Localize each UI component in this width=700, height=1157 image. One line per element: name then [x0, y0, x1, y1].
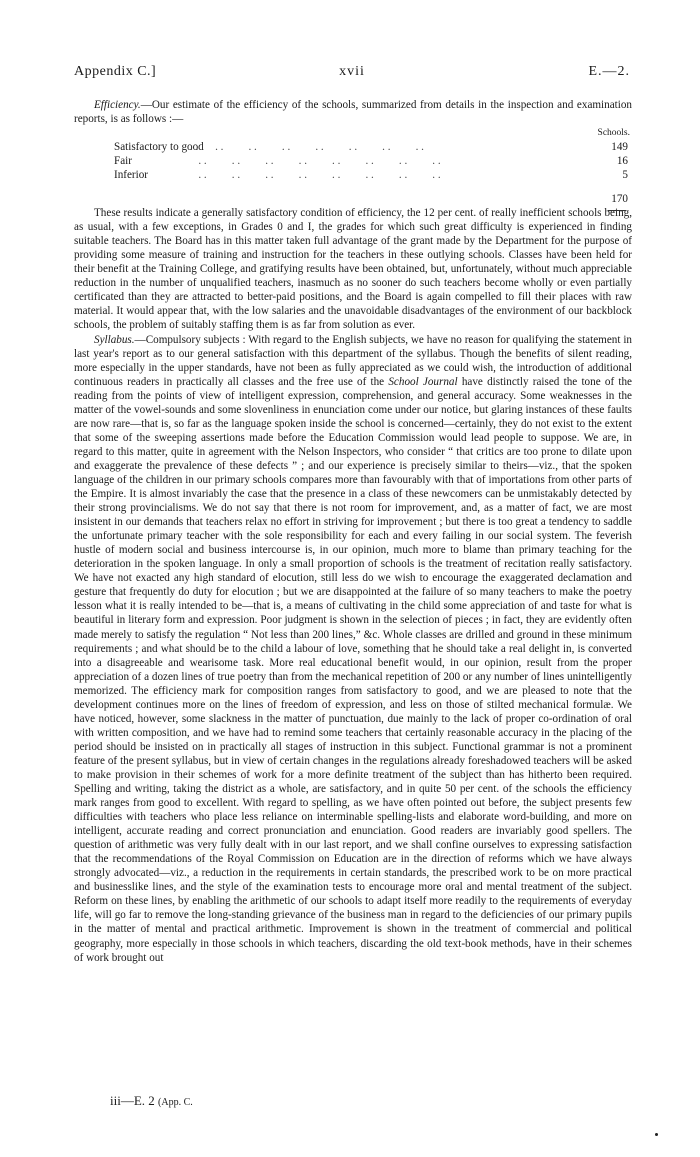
- row-label: Satisfactory to good: [114, 141, 204, 154]
- row-value: 16: [616, 155, 628, 168]
- body-text: [74, 98, 632, 965]
- syllabus-paragraph: [74, 333, 632, 965]
- table-row: [74, 168, 632, 182]
- stray-mark: [655, 1133, 658, 1136]
- table-row: [74, 140, 632, 154]
- row-value: 5: [622, 169, 628, 182]
- row-label: Fair: [114, 155, 132, 168]
- leader-dots: . . . . . . . . . . . . . . . .: [190, 141, 424, 154]
- document-code: E.—2.: [588, 64, 630, 79]
- signature-main: iii—E. 2: [110, 1093, 155, 1108]
- page-number: xvii: [339, 64, 365, 79]
- leader-dots: . . . . . . . . . . . . . . . .: [190, 169, 441, 182]
- page-footer-signature: [110, 1093, 193, 1109]
- syllabus-text-part2: have distinctly raised the tone of the reading from the points of view of intelligent expression, comprehension, and general accuracy. Some weaknesses in the matter of the vowel-sounds and some slovenliness in enunciation come under our notice, but glaring instances of these faults are now rare—that is, so far as the language spoken inside the school is concerned—certainly, they do not exist to the extent that some of the sweeping assertions made before the Education Commission would lead people to suppose. We are, in regard to this matter, quite in agreement with the Nelson Inspectors, who consider “ that critics are too prone to dilate upon and exaggerate the prevalence of these defects ” ; and our experience is precisely similar to theirs—viz., that the spoken language of the children in our primary schools compares more than favourably with that of importations from other parts of the Empire. It is almost invariably the case that the presence in a class of these newcomers can be unmistakably detected by their strong provincialisms. We do not say that there is not room for improvement, and, as a matter of fact, we are most insistent in our demands that teachers relax no effort in striving for improvement ; but there is too great a tendency to saddle the unfortunate primary teacher with the sole responsibility for each and every failing in our social system. The feverish hustle of modern social and business intercourse is, in our opinion, much more to blame than primary teaching for the deterioration in the spoken language. In only a small proportion of schools is the treatment of recitation really satisfactory. We have not exacted any high standard of elocution, still less do we wish to encourage the exaggerated declamation and gesture that frequently do duty for elocution ; but we are disappointed at the failure of so many teachers to make the poetry lesson what it is really intended to be—that is, a means of cultivating in the child some appreciation of and taste for what is beautiful in literary form and expression. Poor judgment is shown in the selection of pieces ; in fact, they are evidently often made merely to satisfy the regulation “ Not less than 200 lines,” &c. Whole classes are drilled and ground in these minimum requirements ; and what should be to the child a labour of love, something that he should take a real delight in, is converted into a disagreeable and wearisome task. More real educational benefit would, in our opinion, result from the proper appreciation of a dozen lines of true poetry than from the mechanical repetition of 200 or any number of lines unintelligently memorized. The efficiency mark for composition ranges from satisfactory to good, and we are pleased to note that the development continues more on the lines of freedom of expression, and less on those of stilted mechanical formulæ. We have noticed, however, some slackness in the matter of punctuation, due mainly to the lack of proper co-ordination of oral with written composition, and we have had to remind some teachers that certainly reasonable accuracy in the placing of the period should be insisted on in practically all stages of instruction in this subject. Functional grammar is not a prominent feature of the present syllabus, but in view of certain changes in the regulations already foreshadowed teachers will be asked to make provision in their schemes of work for a more definite treatment of the subject than has hitherto been required. Spelling and writing, taking the district as a whole, are satisfactory, and in quite 50 per cent. of the schools the efficiency mark ranges from good to excellent. With regard to spelling, as we have often pointed out before, the subject presents few difficulties with teachers who place less reliance on interminable spelling-lists and elaborate word-building, and more on intelligent, accurate reading and correct pronunciation and enunciation. Good readers are invariably good spellers. The question of arithmetic was very fully dealt with in our last report, and we shall confine ourselves to expressing satisfaction that the recommendations of the Royal Commission on Education are in the direction of reforms which we have always strongly advocated—viz., a reduction in the requirements in certain standards, the prescribed work to be on more practical and businesslike lines, and the style of the examination tests to encourage more oral and mental treatment of the subject. Reform on these lines, by enabling the arithmetic of our schools to adapt itself more readily to the requirements of everyday life, will go far to remove the long-standing grievance of the business man in regard to the deficiencies of our primary pupils in the matter of mental and practical arithmetic. Improvement is shown in the treatment of commercial and political geography, more especially in those schools in which teachers, discarding the old text-book methods, have in their schemes of work brought out: [74, 375, 632, 964]
- schools-column-header: Schools.: [597, 128, 630, 139]
- row-label: Inferior: [114, 169, 149, 182]
- efficiency-heading: Efficiency.: [94, 99, 141, 111]
- efficiency-intro: —Our estimate of the efficiency of the schools, summarized from details in the inspection and examination reports, is as follows :—: [74, 99, 632, 126]
- results-paragraph: These results indicate a generally satisfactory condition of efficiency, the 12 per cent. of really inefficient schools being, as usual, with a few exceptions, in Grades 0 and I, the grades for which such great difficulty is experienced in finding suitable teachers. The Board has in this matter taken full advantage of the grant made by the Department for the purpose of providing some measure of training and instruction for the teachers in these outlying schools. Classes have been held for their benefit at the Training College, and gratifying results have been obtained, but, unfortunately, without much appreciable reduction in the number of unqualified teachers, inasmuch as no sooner do such teachers become wholly or even partially certificated than they are attracted to better-paid positions, and the Board is again compelled to fill their places with raw material. It would appear that, with the low salaries and the unavoidable disadvantages of the environment of our backblock schools, the problem of suitably staffing them is as far from solution as ever.: [74, 207, 632, 332]
- efficiency-paragraph: [74, 98, 632, 126]
- signature-small: (App. C.: [158, 1097, 193, 1108]
- total-row: [74, 192, 632, 206]
- row-value: 149: [611, 141, 628, 154]
- school-journal-title: School Journal: [388, 375, 458, 388]
- table-row: [74, 154, 632, 168]
- appendix-label: Appendix C.]: [74, 64, 157, 79]
- page-header: [74, 64, 630, 84]
- syllabus-text-part1: —Compulsory subjects : With regard to the English subjects, we have no reason for qualifying the statement in last year's report as to our general satisfaction with this department of the syllabus. Though the benefits of silent reading, more especially in the upper standards, have not been as fully appreciated as we could wish, the introduction of additional continuous readers in practically all classes and the free use of the: [74, 333, 632, 388]
- syllabus-heading: Syllabus.: [94, 333, 135, 346]
- total-rule: [608, 210, 626, 211]
- total-value: 170: [611, 193, 628, 206]
- leader-dots: . . . . . . . . . . . . . . . .: [190, 155, 441, 168]
- efficiency-table: [74, 126, 632, 206]
